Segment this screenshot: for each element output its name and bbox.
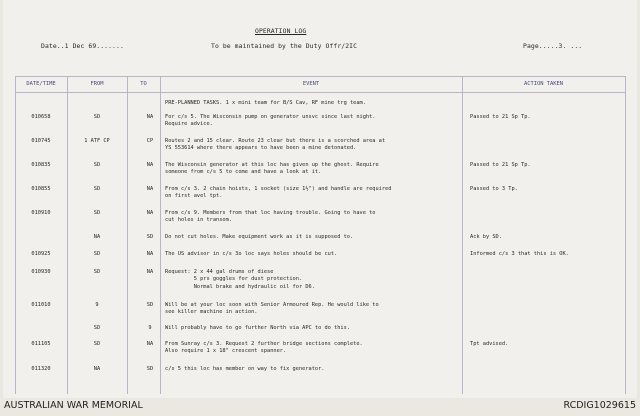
row-from: SD	[93, 162, 101, 168]
row-event	[165, 100, 485, 107]
row-to: NA	[146, 269, 154, 275]
table-top-border	[15, 76, 625, 77]
row-event	[165, 114, 485, 129]
operation-log-table	[15, 76, 625, 394]
event-line: YS 553614 where there appears to have been a mine detonated.	[165, 145, 357, 152]
row-to: NA	[146, 162, 154, 168]
row-from: NA	[93, 234, 101, 240]
event-line: From Sunray c/s 3. Request 2 further bridge sections complete.	[165, 341, 363, 347]
row-from: SD	[93, 251, 101, 257]
event-line: Also require 1 x 18" crescent spanner.	[165, 348, 287, 355]
event-line: someone from c/s 5 to come and have a look at it.	[165, 169, 322, 176]
row-to: CP	[146, 138, 154, 144]
row-to: NA	[146, 341, 154, 347]
row-datetime: 010658	[31, 114, 51, 120]
row-datetime: 010910	[31, 210, 51, 216]
row-datetime: 011105	[31, 341, 51, 347]
action-line: Ack by SD.	[470, 234, 502, 240]
action-line: Passed to 21 Sp Tp.	[470, 114, 531, 120]
row-datetime: 010930	[31, 269, 51, 275]
row-from: 9	[95, 302, 99, 308]
row-event	[165, 366, 485, 373]
event-line: For c/s 5. The Wisconsin pump on generator unsvc since last night.	[165, 114, 376, 120]
row-from: SD	[93, 269, 101, 275]
row-to: 9	[148, 325, 152, 331]
row-to: NA	[146, 251, 154, 257]
row-action	[470, 341, 620, 348]
row-from: 1 ATF CP	[84, 138, 110, 144]
event-line: Normal brake and hydraulic oil for D6.	[165, 283, 315, 290]
log-sheet	[3, 0, 637, 398]
row-to: NA	[146, 186, 154, 192]
event-line: PRE-PLANNED TASKS. 1 x mini team for B/S Cav, RF mine trg team.	[165, 100, 366, 106]
row-to: NA	[146, 210, 154, 216]
row-event	[165, 325, 485, 332]
page-field: Page.....3. ...	[523, 42, 583, 50]
row-event	[165, 269, 485, 291]
action-line: Informed c/s 3 that this is OK.	[470, 251, 569, 257]
event-line: Require advice.	[165, 121, 213, 128]
row-to: SD	[146, 234, 154, 240]
row-event	[165, 234, 485, 241]
row-event	[165, 138, 485, 153]
row-datetime: 010835	[31, 162, 51, 168]
event-line: on first avel tpt.	[165, 193, 223, 200]
row-event	[165, 162, 485, 177]
row-from: SD	[93, 186, 101, 192]
row-action	[470, 251, 620, 258]
row-from: SD	[93, 325, 101, 331]
action-line: Passed to 21 Sp Tp.	[470, 162, 531, 168]
row-event	[165, 186, 485, 201]
header-divider	[15, 92, 625, 93]
event-line: The US advisor in c/s 3o loc says holes should be cut.	[165, 251, 338, 257]
row-from: SD	[93, 114, 101, 120]
event-line: Will probably have to go further North via APC to do this.	[165, 325, 350, 331]
event-line: see killer machine in action.	[165, 309, 258, 316]
event-line: cut holes in transom.	[165, 217, 232, 224]
event-line: c/s 5 this loc has member on way to fix generator.	[165, 366, 325, 372]
col-header-action: ACTION TAKEN	[524, 81, 563, 87]
row-datetime: 011010	[31, 302, 51, 308]
row-to: SD	[146, 366, 154, 372]
event-line: From c/s 3. 2 chain hoists, 1 socket (size 1½") and handle are required	[165, 186, 392, 192]
event-line: Routes 2 and 15 clear. Route 23 clear but there is a scorched area at	[165, 138, 386, 144]
row-to: SD	[146, 302, 154, 308]
row-action	[470, 234, 620, 241]
archive-credit: AUSTRALIAN WAR MEMORIAL	[4, 400, 143, 411]
event-line: Do not cut holes. Make equipment work as it is supposed to.	[165, 234, 354, 240]
row-datetime: 010855	[31, 186, 51, 192]
row-action	[470, 162, 620, 169]
event-line: From c/s 9. Members from that loc having trouble. Going to have to	[165, 210, 376, 216]
col-header-from: FROM	[90, 81, 104, 87]
date-field: Date..1 Dec 69.......	[41, 42, 124, 50]
event-line: The Wisconsin generator at this loc has given up the ghost. Require	[165, 162, 379, 168]
log-title: OPERATION LOG	[255, 27, 307, 35]
event-line: 5 prs goggles for dust protection.	[165, 276, 303, 283]
event-line: Request: 2 x 44 gal drums of diese	[165, 269, 274, 275]
col-header-datetime: DATE/TIME	[26, 81, 56, 87]
event-line: Will be at your loc soon with Senior Armoured Rep. He would like to	[165, 302, 379, 308]
row-datetime: 010745	[31, 138, 51, 144]
row-from: SD	[93, 341, 101, 347]
row-to: NA	[146, 114, 154, 120]
col-header-event: EVENT	[302, 81, 320, 87]
row-datetime: 011320	[31, 366, 51, 372]
row-from: NA	[93, 366, 101, 372]
row-action	[470, 186, 620, 193]
action-line: Passed to 3 Tp.	[470, 186, 518, 192]
archive-id: RCDIG1029615	[563, 400, 636, 411]
row-action	[470, 114, 620, 121]
row-event	[165, 302, 485, 317]
row-from: SD	[93, 210, 101, 216]
col-border	[625, 76, 626, 394]
row-event	[165, 341, 485, 356]
row-event	[165, 251, 485, 258]
row-datetime: 010925	[31, 251, 51, 257]
row-event	[165, 210, 485, 225]
action-line: Tpt advised.	[470, 341, 509, 347]
col-header-to: TO	[140, 81, 147, 87]
maintained-by-note: To be maintained by the Duty Offr/2IC	[211, 42, 358, 50]
